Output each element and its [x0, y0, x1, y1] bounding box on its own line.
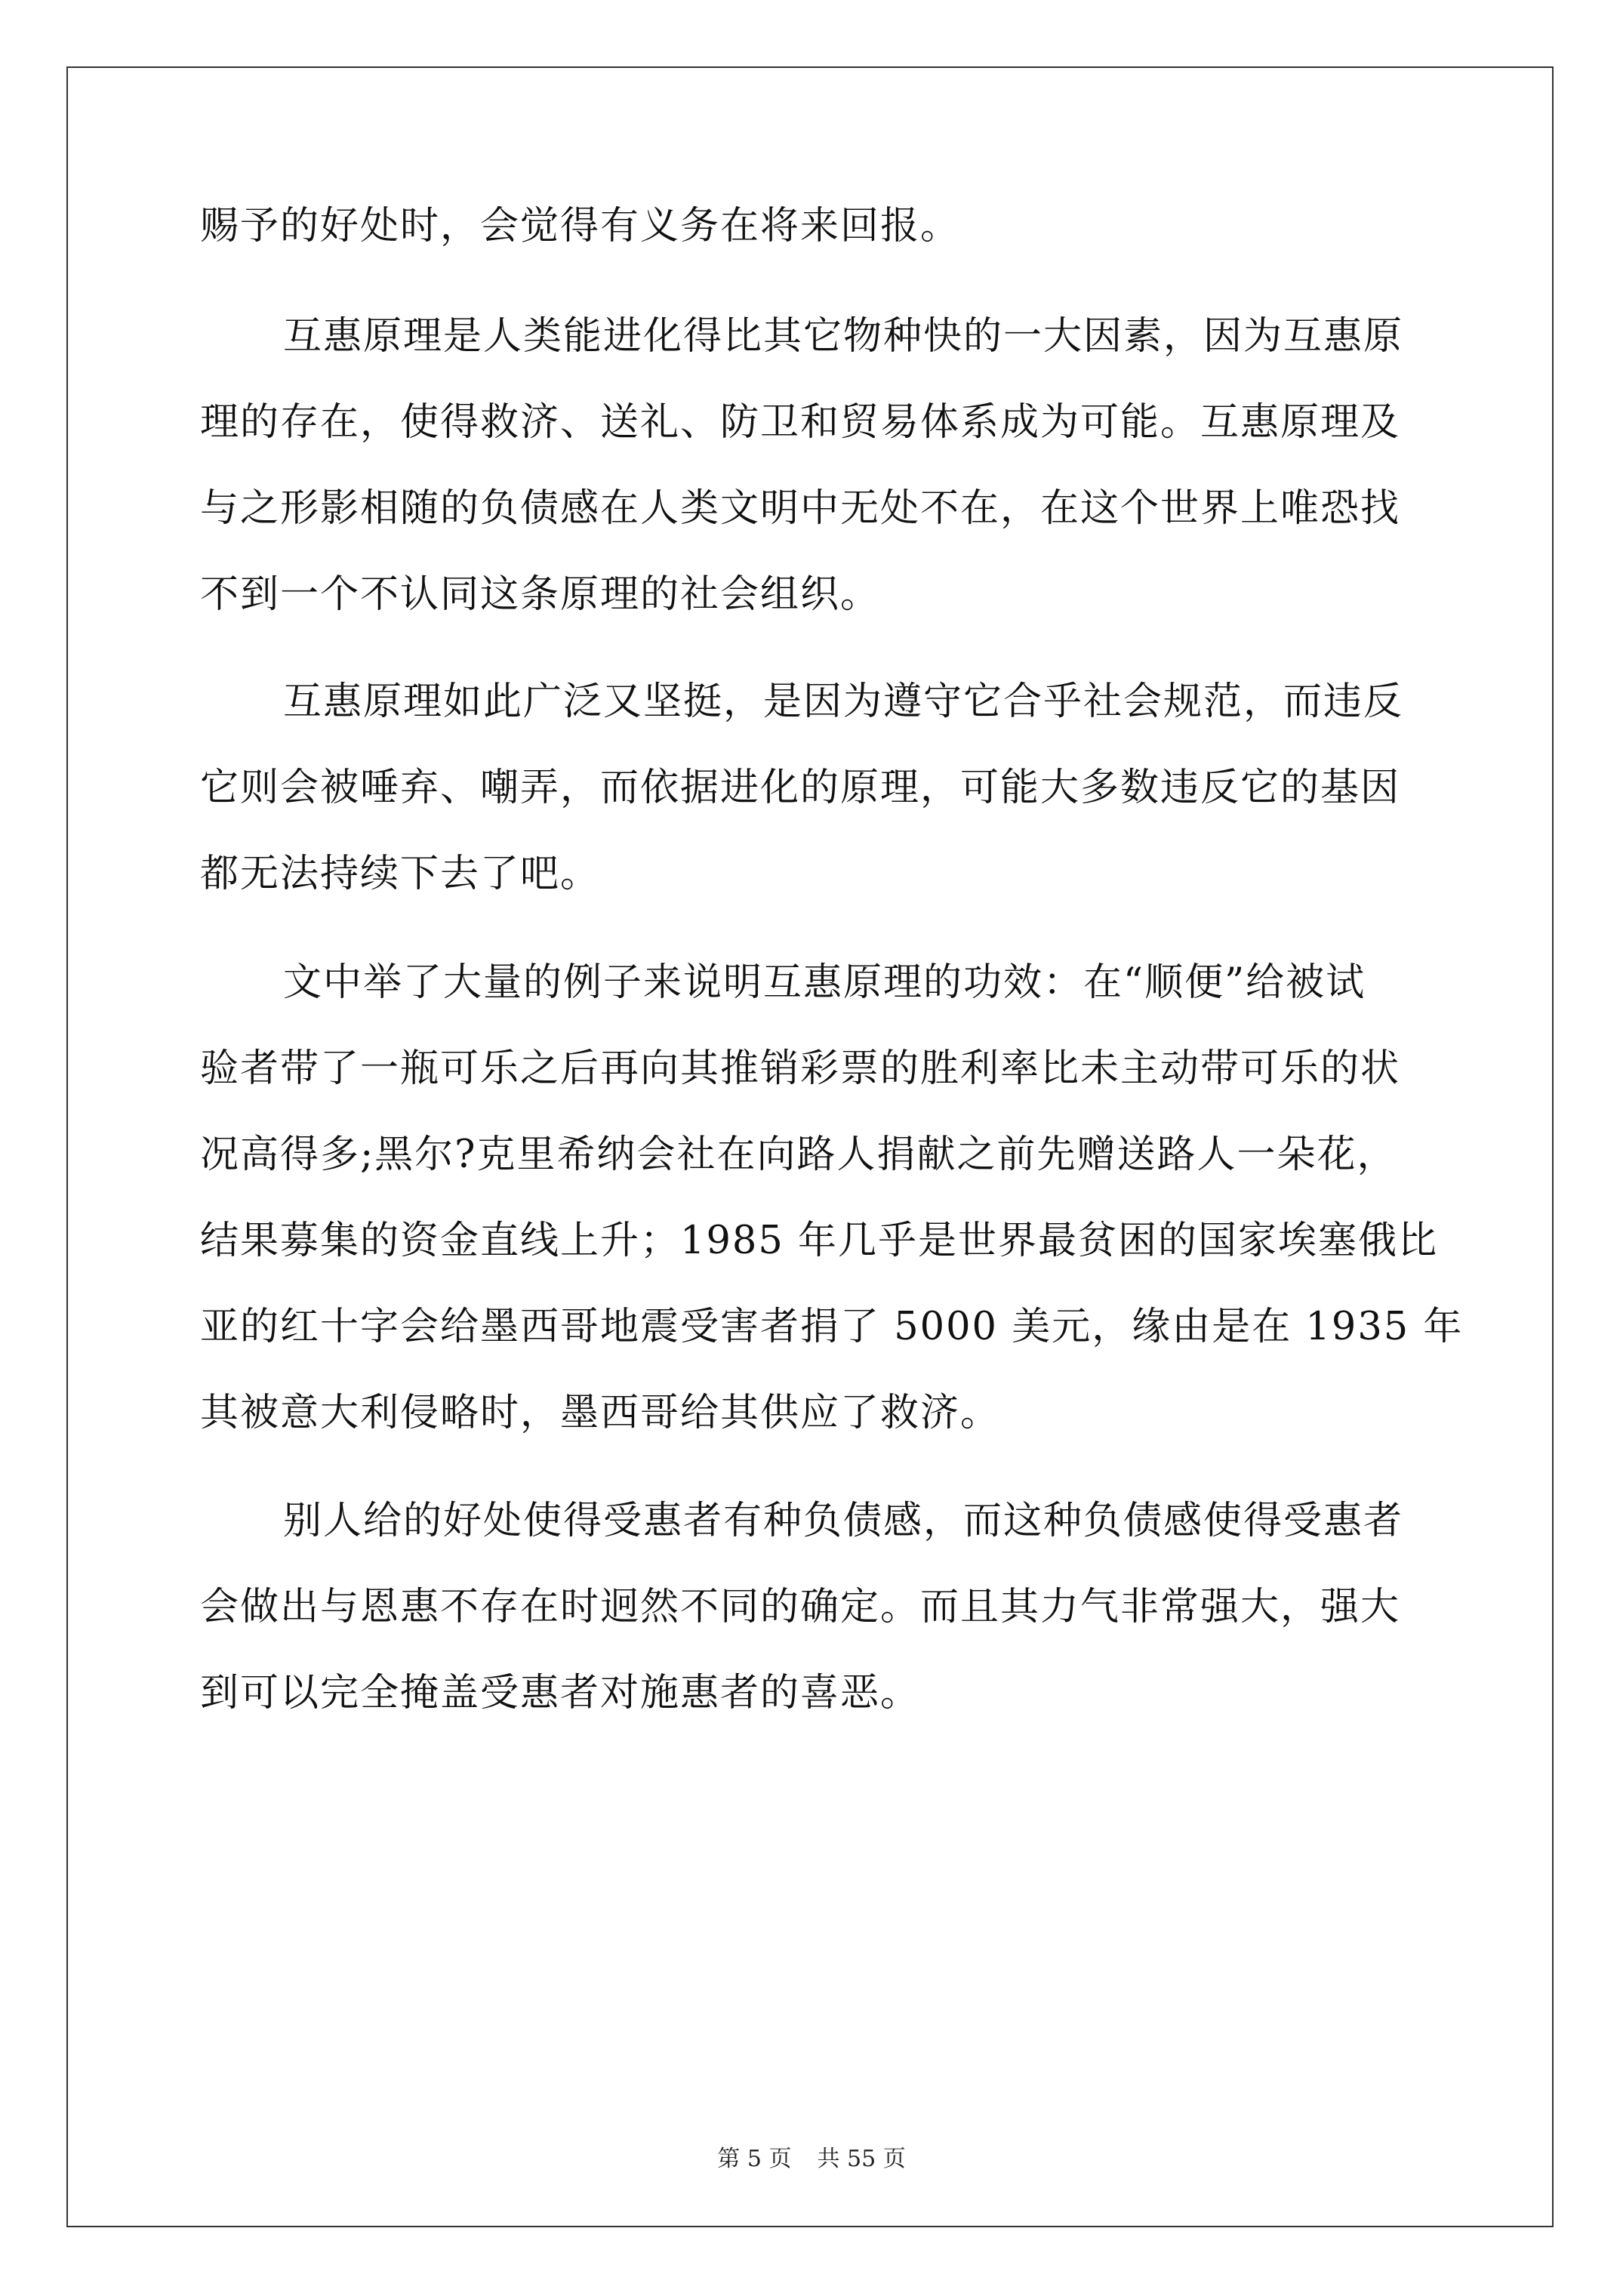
page-footer [0, 2144, 1623, 2174]
text-line: 与之形影相随的负债感在人类文明中无处不在，在这个世界上唯恐找 [200, 486, 1401, 531]
page-total: 共 55 页 [817, 2146, 906, 2172]
text-line: 到可以完全掩盖受惠者对施惠者的喜恶。 [200, 1671, 921, 1715]
text-line: 理的存在，使得救济、送礼、防卫和贸易体系成为可能。互惠原理及 [200, 400, 1401, 445]
text-line: 它则会被唾弃、嘲弄，而依据进化的原理，可能大多数违反它的基因 [200, 766, 1401, 810]
text-line: 都无法持续下去了吧。 [200, 852, 601, 896]
text-line: 结果募集的资金直线上升；1985 年几乎是世界最贫困的国家埃塞俄比 [200, 1219, 1439, 1263]
text-line: 况高得多;黑尔?克里希纳会社在向路人捐献之前先赠送路人一朵花， [200, 1133, 1397, 1177]
text-line: 会做出与恩惠不存在时迥然不同的确定。而且其力气非常强大，强大 [200, 1585, 1401, 1629]
text-line: 互惠原理是人类能进化得比其它物种快的一大因素，因为互惠原 [283, 314, 1404, 359]
text-line: 文中举了大量的例子来说明互惠原理的功效：在“顺便”给被试 [283, 960, 1366, 1005]
text-line: 赐予的好处时，会觉得有义务在将来回报。 [200, 204, 961, 248]
text-line: 别人给的好处使得受惠者有种负债感，而这种负债感使得受惠者 [283, 1499, 1404, 1543]
text-line: 不到一个不认同这条原理的社会组织。 [200, 572, 881, 617]
text-line: 验者带了一瓶可乐之后再向其推销彩票的胜利率比未主动带可乐的状 [200, 1046, 1401, 1091]
text-line: 互惠原理如此广泛又坚挺，是因为遵守它合乎社会规范，而违反 [283, 680, 1404, 724]
page-number: 第 5 页 [717, 2146, 792, 2172]
text-line: 亚的红十字会给墨西哥地震受害者捐了 5000 美元，缘由是在 1935 年 [200, 1305, 1464, 1349]
text-line: 其被意大利侵略时，墨西哥给其供应了救济。 [200, 1391, 1001, 1435]
